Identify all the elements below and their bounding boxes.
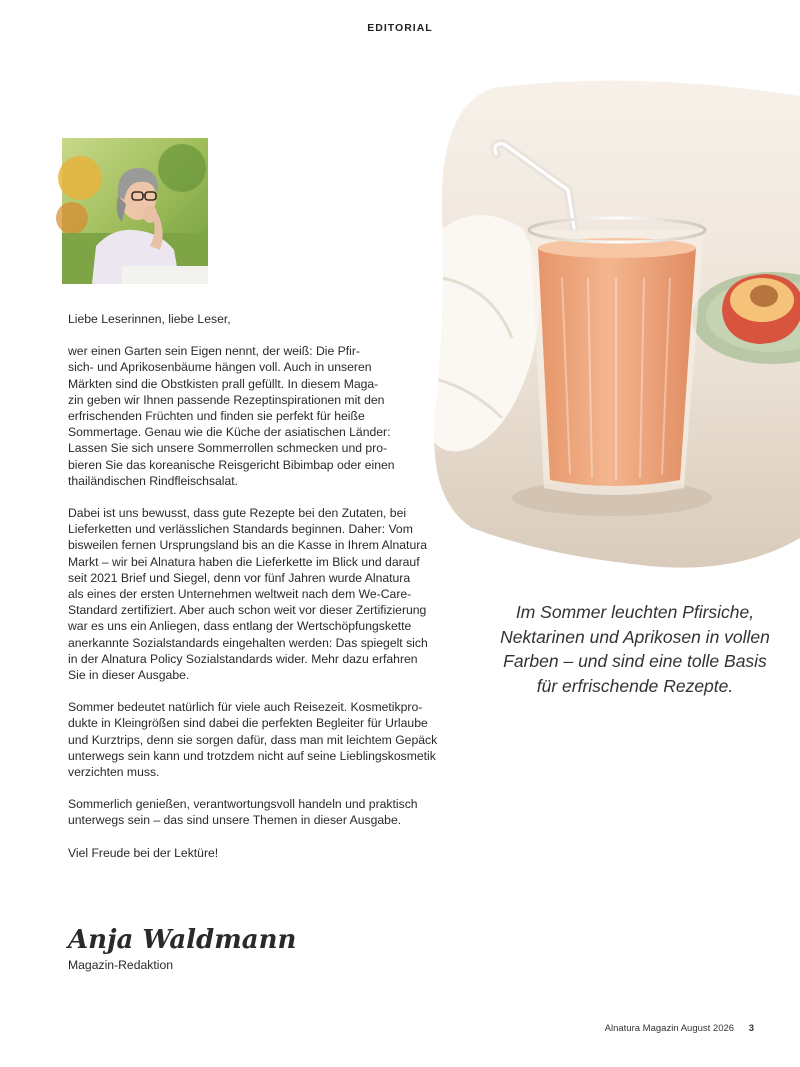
paragraph: wer einen Garten sein Eigen nennt, der weiß: Die Pfir- sich- und Aprikosenbäume hängen voll. Auch in unseren Märkten sind die Obstkisten prall gefüllt. In diesem Maga- zin geben wir Ihnen passende Rezeptinspirationen mit den erfrischenden Früchten und finden sie perfekt für heiße Sommertage. Genau wie die Küche der asiatischen Länder: Lassen Sie sich unsere Sommerrollen schmecken und pro- bieren Sie das koreanische Reisgericht Bibimbap oder einen thailändischen Rindfleischsalat. xyxy=(68,344,395,488)
signature-name: Anja Waldmann xyxy=(68,925,297,955)
page-number: 3 xyxy=(748,1023,754,1034)
editorial-body xyxy=(68,311,468,877)
section-label: EDITORIAL xyxy=(367,22,433,34)
salutation: Liebe Leserinnen, liebe Leser, xyxy=(68,312,231,326)
pull-quote: Im Sommer leuchten Pfirsiche, Nektarinen und Aprikosen in vollen Farben – und sind eine tolle Basis für erfrischende Rezepte. xyxy=(500,602,770,696)
page-footer xyxy=(605,1023,754,1034)
paragraph: Dabei ist uns bewusst, dass gute Rezepte bei den Zutaten, bei Lieferketten und verlässlichen Standards beginnen. Daher: Vom bisweilen fernen Ursprungsland bis an die Kasse in Ihrem Alnatura Markt – wir bei Alnatura haben die Lieferkette im Blick und darauf seit 2021 Brief und Siegel, denn vor fünf Jahren wurde Alnatura als eines der ersten Unternehmen weltweit nach dem We-Care- Standard zertifiziert. Aber auch schon weit vor dieser Zertifizierung war es uns ein Anliegen, dass entlang der Wertschöpfungskette anerkannte Sozialstandards eingehalten werden: Das spiegelt sich in der Alnatura Policy Sozialstandards wider. Mehr dazu erfahren Sie in dieser Ausgabe. xyxy=(68,506,428,683)
paragraph: Sommer bedeutet natürlich für viele auch Reisezeit. Kosmetikpro- dukte in Kleingrößen sind dabei die perfekten Begleiter für Urlaube und Kurztrips, denn sie sorgen dafür, dass man mit leichtem Gepäck unterwegs sein kann und trotzdem nicht auf seine Lieblingskosmetik verzichten muss. xyxy=(68,700,438,780)
paragraph: Viel Freude bei der Lektüre! xyxy=(68,845,219,860)
signature-image xyxy=(66,916,297,960)
author-photo xyxy=(62,138,208,284)
paragraph: Sommerlich genießen, verantwortungsvoll handeln und praktisch unterwegs sein – das sind unsere Themen in dieser Ausgabe. xyxy=(68,797,418,828)
signature-role: Magazin-Redaktion xyxy=(68,958,174,972)
magazine-issue: Alnatura Magazin August 2026 xyxy=(604,1023,735,1034)
hero-photo xyxy=(432,78,800,570)
